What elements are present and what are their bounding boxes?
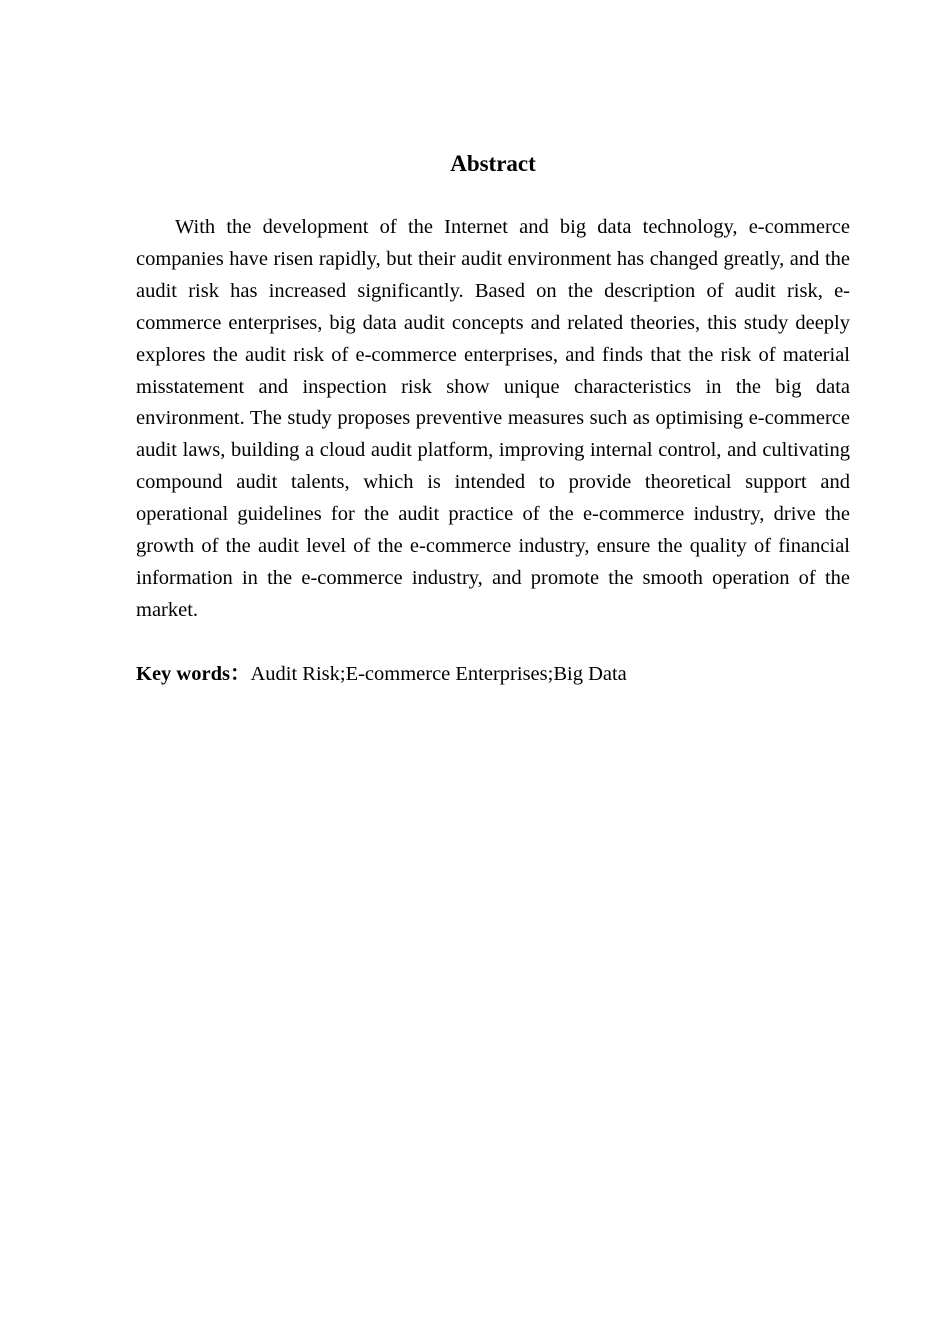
- page-title: Abstract: [450, 151, 536, 176]
- abstract-paragraph: With the development of the Internet and big data technology, e-commerce companies have risen rapidly, but their audit environment has changed greatly, and the audit risk has increased significantly. Based on the description of audit risk, e-commerce enterprises, big data audit concepts and related theories, this study deeply explores the audit risk of e-commerce enterprises, and finds that the risk of material misstatement and inspection risk show unique characteristics in the big data environment. The study proposes preventive measures such as optimising e-commerce audit laws, building a cloud audit platform, improving internal control, and cultivating compound audit talents, which is intended to provide theoretical support and operational guidelines for the audit practice of the e-commerce industry, drive the growth of the audit level of the e-commerce industry, ensure the quality of financial information in the e-commerce industry, and promote the smooth operation of the market.: [136, 216, 850, 621]
- keywords-line: [136, 659, 850, 691]
- keywords-label: Key words: [136, 663, 230, 685]
- keywords-value: Audit Risk;E-commerce Enterprises;Big Data: [250, 663, 627, 685]
- keywords-separator: ：: [229, 663, 251, 685]
